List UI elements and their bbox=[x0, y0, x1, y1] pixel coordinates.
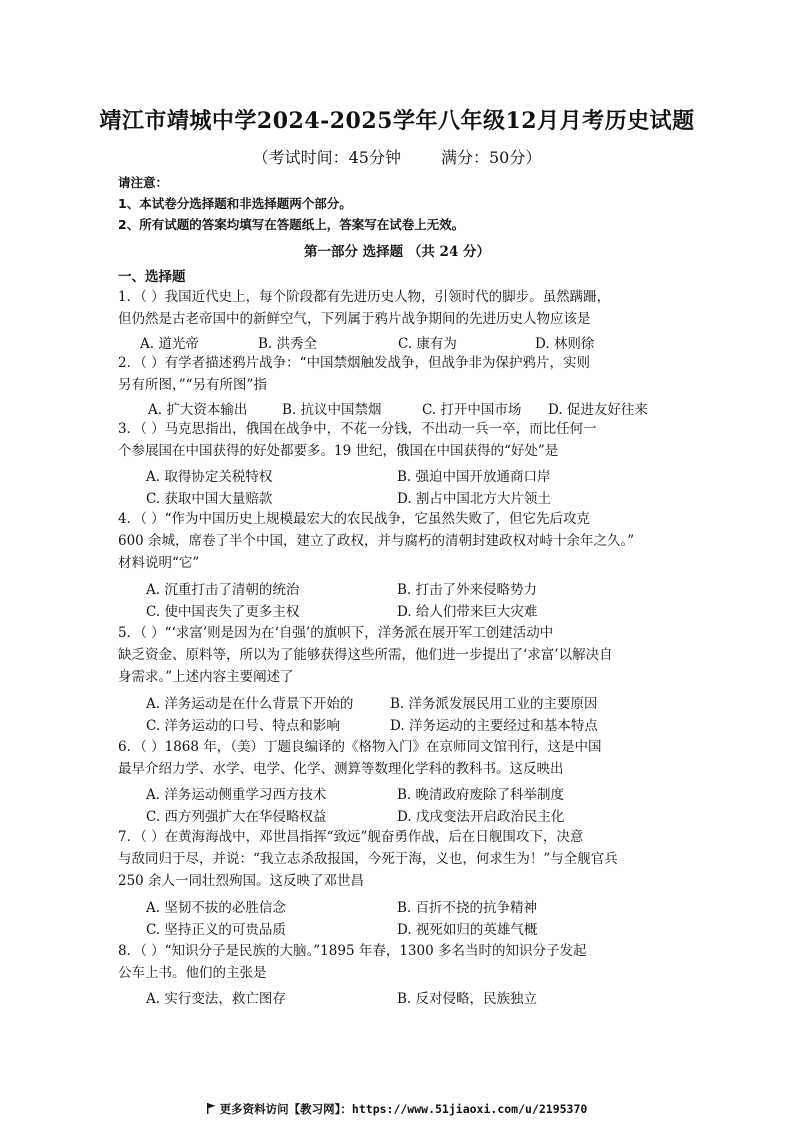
option-a: A. 道光帝 bbox=[140, 336, 199, 352]
notice-item: 1、本试卷分选择题和非选择题两个部分。 bbox=[118, 196, 352, 211]
option-c: C. 获取中国大量赔款 bbox=[146, 491, 273, 507]
option-c: C. 打开中国市场 bbox=[422, 402, 522, 418]
option-a: A. 洋务运动是在什么背景下开始的 bbox=[146, 696, 354, 712]
exam-score: 满分：50分） bbox=[441, 148, 542, 167]
footer-text: 更多资料访问【教习网】：https://www.51jiaoxi.com/u/2195370 bbox=[219, 1102, 588, 1116]
option-b: B. 洋务派发展民用工业的主要原因 bbox=[390, 696, 598, 712]
notice-heading: 请注意： bbox=[118, 175, 169, 190]
option-a: A. 坚韧不拔的必胜信念 bbox=[146, 900, 286, 916]
option-b: B. 强迫中国开放通商口岸 bbox=[397, 469, 551, 485]
question-line: 5．（ ）“‘求富’则是因为在‘自强’的旗帜下，洋务派在展开军工创建活动中 bbox=[118, 625, 554, 641]
question-line: 250 余人一同壮烈殉国。这反映了邓世昌 bbox=[118, 873, 365, 889]
option-b: B. 百折不挠的抗争精神 bbox=[397, 900, 538, 916]
option-c: C. 使中国丧失了更多主权 bbox=[146, 604, 300, 620]
option-a: A. 洋务运动侧重学习西方技术 bbox=[146, 787, 327, 803]
question-line: 1．（ ）我国近代史上，每个阶段都有先进历史人物，引领时代的脚步。虽然蹒跚， bbox=[118, 289, 611, 305]
option-b: B. 反对侵略，民族独立 bbox=[397, 991, 538, 1007]
option-c: C. 康有为 bbox=[398, 336, 457, 352]
option-b: B. 抗议中国禁烟 bbox=[282, 402, 382, 418]
option-d: D. 林则徐 bbox=[535, 336, 595, 352]
question-line: 600 余城，席卷了半个中国，建立了政权，并与腐朽的清朝封建政权对峙十余年之久。” bbox=[118, 533, 635, 549]
option-a: A. 实行变法，救亡图存 bbox=[146, 991, 286, 1007]
question-line: 公车上书。他们的主张是 bbox=[118, 965, 267, 981]
question-line: 3．（ ）马克思指出，俄国在战争中，不花一分钱，不出动一兵一卒，而比任何一 bbox=[118, 421, 597, 437]
section-title: 一、选择题 bbox=[118, 269, 186, 285]
option-c: C. 坚持正义的可贵品质 bbox=[146, 922, 286, 938]
question-line: 缺乏资金、原料等，所以为了能够获得这些所需，他们进一步提出了‘求富’以解决自 bbox=[118, 647, 613, 663]
option-c: C. 洋务运动的口号、特点和影响 bbox=[146, 718, 340, 734]
option-c: C. 西方列强扩大在华侵略权益 bbox=[146, 809, 327, 825]
option-a: A. 沉重打击了清朝的统治 bbox=[146, 582, 300, 598]
option-a: A. 扩大资本输出 bbox=[148, 402, 248, 418]
question-line: 最早介绍力学、水学、电学、化学、测算等数理化学科的教科书。这反映出 bbox=[118, 761, 564, 777]
question-line: 4．（ ）“作为中国历史上规模最宏大的农民战争，它虽然失败了，但它先后攻克 bbox=[118, 511, 591, 527]
footer-link[interactable] bbox=[0, 1101, 794, 1117]
option-d: D. 戊戌变法开启政治民主化 bbox=[397, 809, 565, 825]
question-line: 身需求。”上述内容主要阐述了 bbox=[118, 669, 294, 685]
question-line: 与敌同归于尽，并说：“我立志杀敌报国，今死于海，义也，何求生为！”与全舰官兵 bbox=[118, 851, 618, 867]
question-line: 2．（ ）有学者描述鸦片战争：“中国禁烟触发战争，但战争非为保护鸦片，实则 bbox=[118, 355, 591, 371]
part-title: 第一部分 选择题 （共 24 分） bbox=[303, 244, 491, 260]
question-line: 7．（ ）在黄海海战中，邓世昌指挥“致远”舰奋勇作战，后在日舰围攻下，决意 bbox=[118, 829, 584, 845]
exam-time: （考试时间：45分钟 bbox=[252, 148, 401, 167]
option-d: D. 视死如归的英雄气概 bbox=[397, 922, 538, 938]
exam-title: 靖江市靖城中学2024-2025学年八年级12月月考历史试题 bbox=[99, 108, 695, 134]
option-d: D. 给人们带来巨大灾难 bbox=[397, 604, 538, 620]
option-d: D. 割占中国北方大片领土 bbox=[397, 491, 551, 507]
option-b: B. 晚清政府废除了科举制度 bbox=[397, 787, 565, 803]
question-line: 8．（ ）“知识分子是民族的大脑。”1895 年春，1300 多名当时的知识分子发起 bbox=[118, 943, 587, 959]
question-line: 但仍然是古老帝国中的新鲜空气，下列属于鸦片战争期间的先进历史人物应该是 bbox=[118, 311, 591, 327]
option-b: B. 打击了外来侵略势力 bbox=[397, 582, 538, 598]
exam-subtitle bbox=[0, 145, 794, 168]
option-b: B. 洪秀全 bbox=[258, 336, 318, 352]
option-d: D. 促进友好往来 bbox=[548, 402, 648, 418]
option-a: A. 取得协定关税特权 bbox=[146, 469, 273, 485]
notice-item: 2、所有试题的答案均填写在答题纸上，答案写在试卷上无效。 bbox=[118, 217, 465, 232]
question-line: 6．（ ）1868 年，（美）丁题良编译的《格物入门》在京师同文馆刊行，这是中国 bbox=[118, 739, 602, 755]
flag-icon bbox=[207, 1103, 216, 1117]
question-line: 个参展国在中国获得的好处都要多。19 世纪，俄国在中国获得的“好处”是 bbox=[118, 443, 559, 459]
option-d: D. 洋务运动的主要经过和基本特点 bbox=[390, 718, 598, 734]
question-line: 另有所图，”“另有所图”指 bbox=[118, 377, 267, 393]
question-line: 材料说明“它” bbox=[118, 555, 200, 571]
